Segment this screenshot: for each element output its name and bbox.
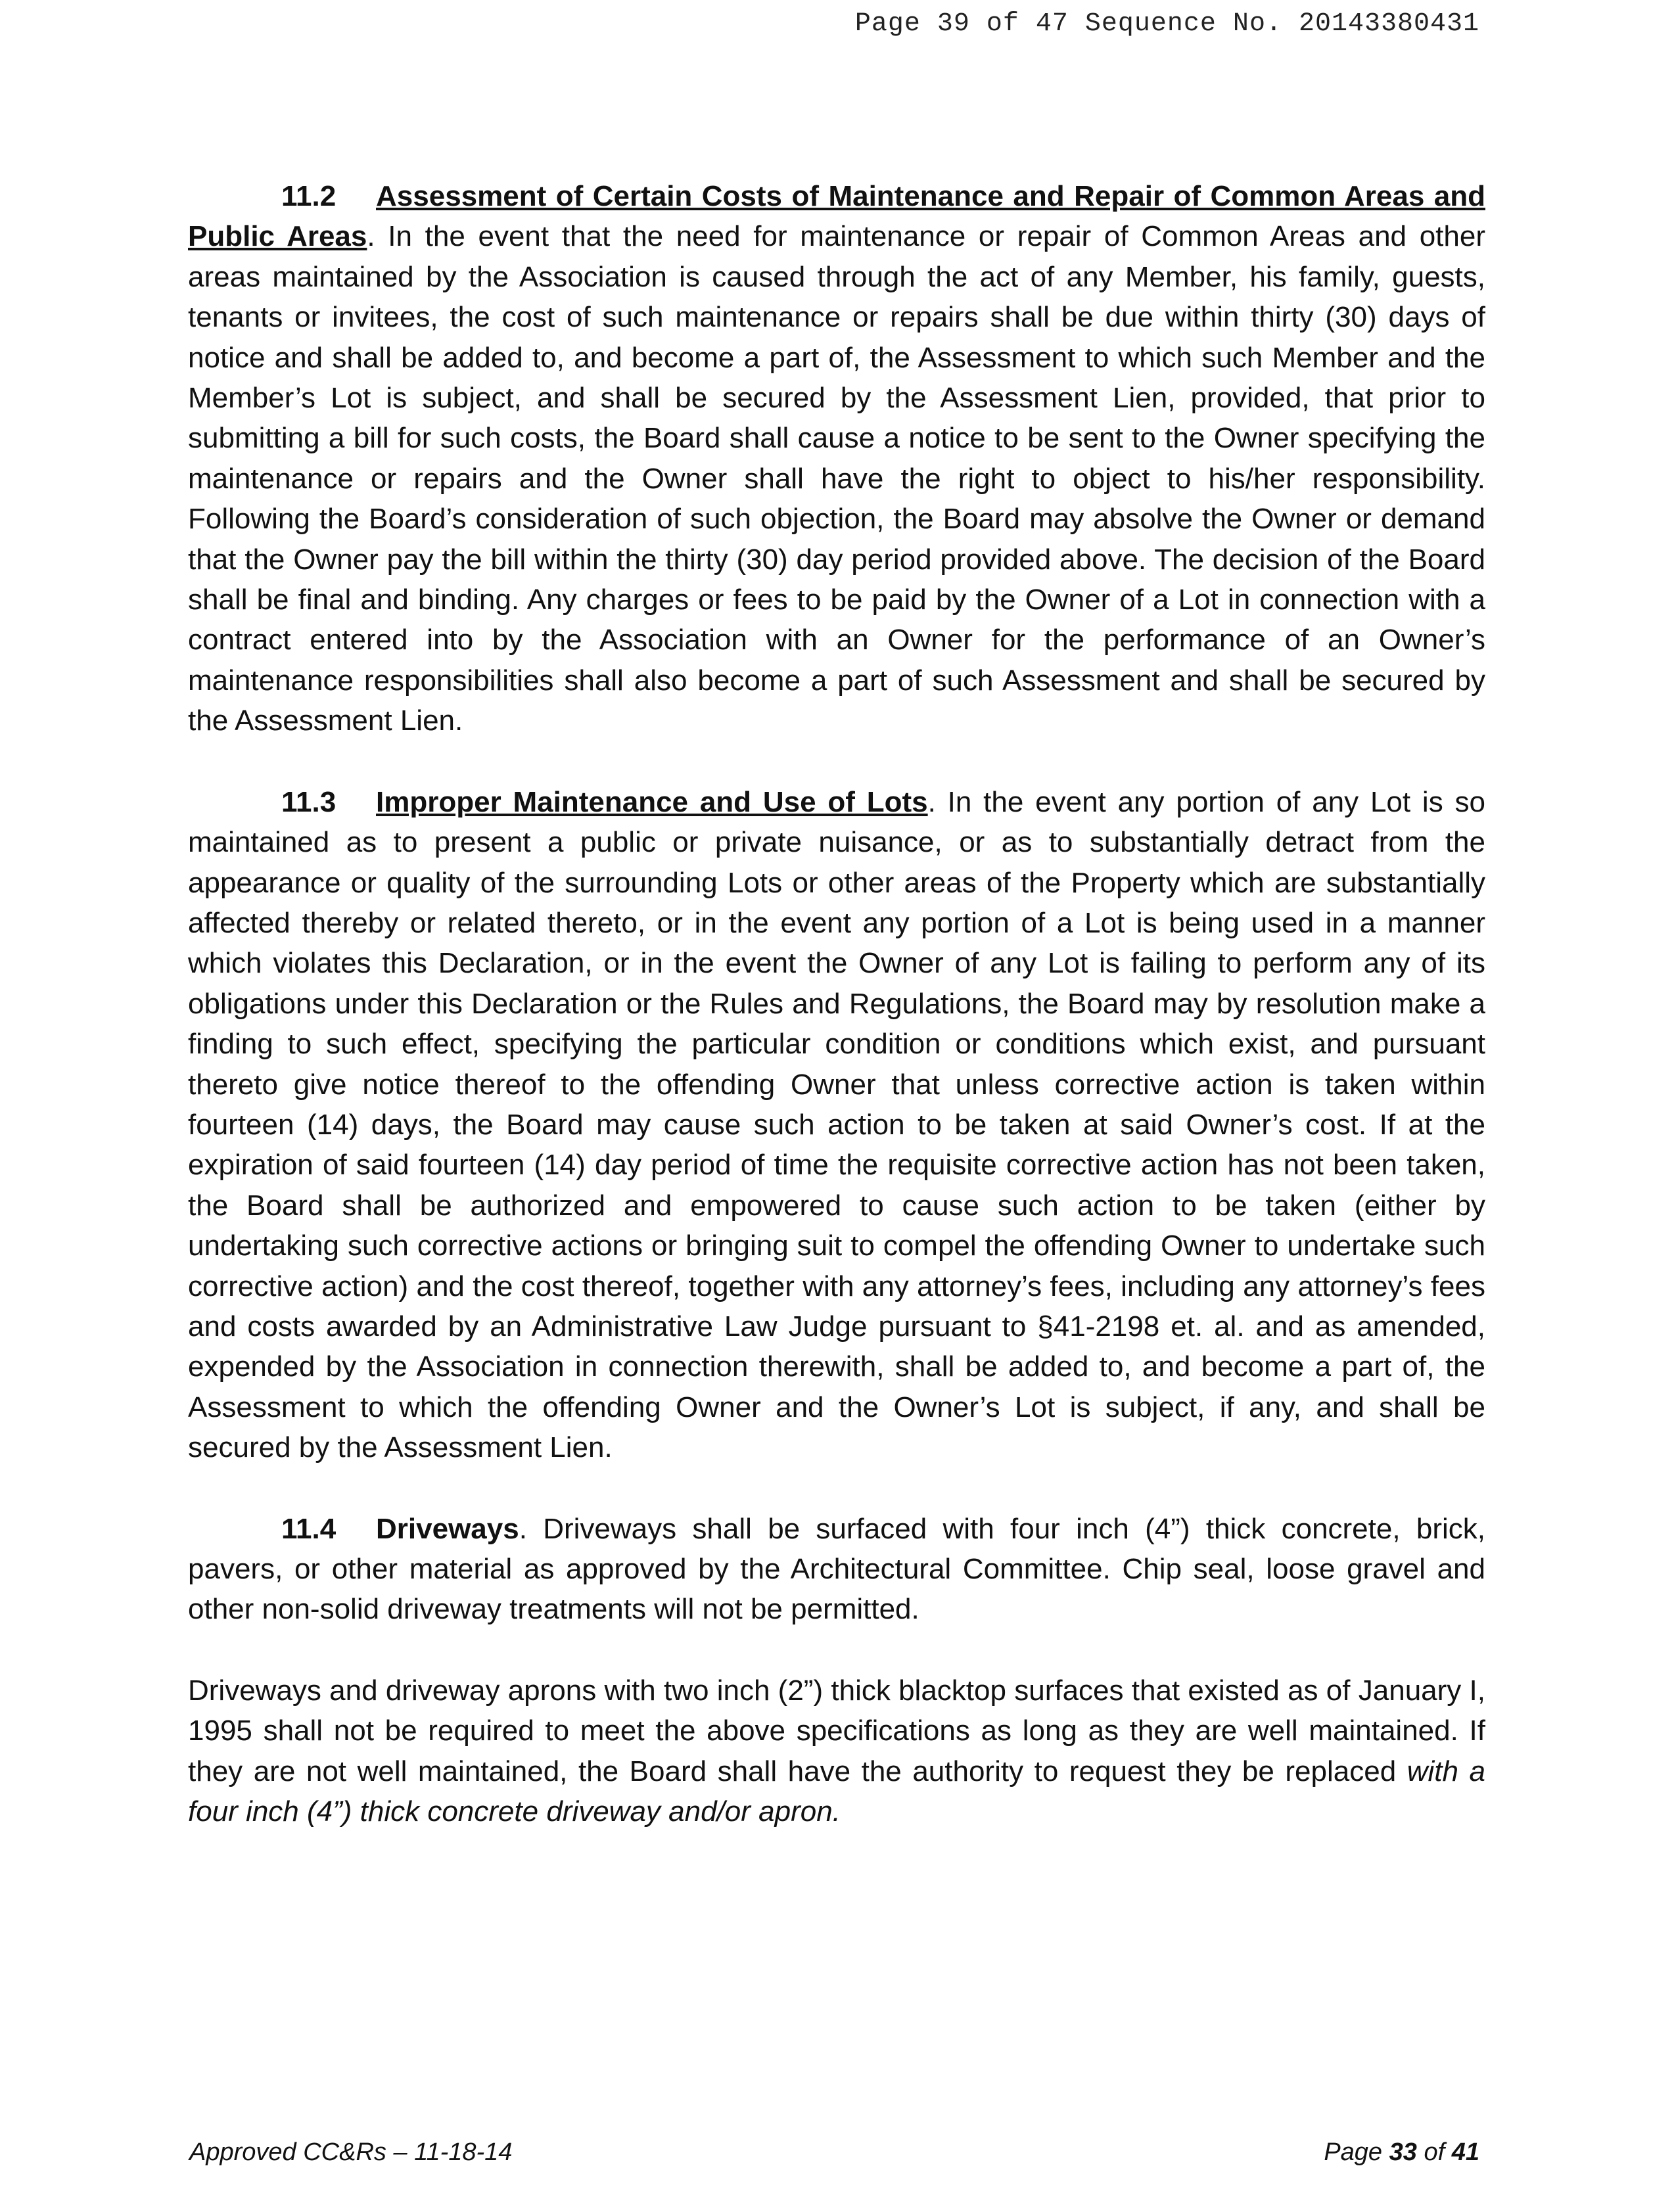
footer-document-label: Approved CC&Rs – 11-18-14	[189, 2138, 513, 2166]
section-11-3-paragraph	[188, 782, 1485, 1468]
driveway-apron-paragraph	[188, 1671, 1485, 1832]
section-text: . In the event that the need for maintenance or repair of Common Areas and other areas maintained by the Association is caused through the act of any Member, his family, guests, tenants or invitees, the cost of such maintenance or repairs shall be due within thirty (30) days of notice and shall be added to, and become a part of, the Assessment to which such Member and the Member’s Lot is subject, and shall be secured by the Assessment Lien, provided, that prior to submitting a bill for such costs, the Board shall cause a notice to be sent to the Owner specifying the maintenance or repairs and the Owner shall have the right to object to his/her responsibility. Following the Board’s consideration of such objection, the Board may absolve the Owner or demand that the Owner pay the bill within the thirty (30) day period provided above. The decision of the Board shall be final and binding. Any charges or fees to be paid by the Owner of a Lot in connection with a contract entered into by the Association with an Owner for the performance of an Owner’s maintenance responsibilities shall also become a part of such Assessment and shall be secured by the Assessment Lien.	[188, 220, 1485, 737]
section-heading: Assessment of Certain Costs of Maintenance and Repair of Common Areas and Public Areas	[188, 180, 1485, 253]
header-sequence-stamp: Page 39 of 47 Sequence No. 20143380431	[854, 9, 1479, 39]
section-number: 11.3	[281, 785, 337, 818]
section-11-3	[188, 782, 1485, 1468]
section-11-4-paragraph	[188, 1509, 1485, 1630]
document-body	[188, 176, 1485, 1832]
section-number: 11.4	[281, 1512, 337, 1545]
section-11-4	[188, 1509, 1485, 1630]
section-number: 11.2	[281, 180, 337, 212]
footer-total-pages: 41	[1451, 2138, 1479, 2166]
paragraph-spacer	[188, 1468, 1485, 1509]
paragraph-spacer	[188, 741, 1485, 782]
section-text: . In the event any portion of any Lot is so maintained as to present a public or private nuisance, or as to substantially detract from the appearance or quality of the surrounding Lots or other areas of the Property which are substantially affected thereby or related thereto, or in the event any portion of a Lot is being used in a manner which violates this Declaration, or in the event the Owner of any Lot is failing to perform any of its obligations under this Declaration or the Rules and Regulations, the Board may by resolution make a finding to such effect, specifying the particular condition or conditions which exist, and pursuant thereto give notice thereof to the offending Owner that unless corrective action is taken within fourteen (14) days, the Board may cause such action to be taken at said Owner’s cost. If at the expiration of said fourteen (14) day period of time the requisite corrective action has not been taken, the Board shall be authorized and empowered to cause such action to be taken (either by undertaking such corrective actions or bringing suit to compel the offending Owner to undertake such corrective action) and the cost thereof, together with any attorney’s fees, including any attorney’s fees and costs awarded by an Administrative Law Judge pursuant to §41-2198 et. al. and as amended, expended by the Association in connection therewith, shall be added to, and become a part of, the Assessment to which the offending Owner and the Owner’s Lot is subject, if any, and shall be secured by the Assessment Lien.	[188, 785, 1485, 1464]
section-11-2-paragraph	[188, 176, 1485, 741]
section-11-2	[188, 176, 1485, 741]
paragraph-text: Driveways and driveway aprons with two inch (2”) thick blacktop surfaces that existed as of January I, 1995 shall not be required to meet the above specifications as long as they are well maintained. If they are not well maintained, the Board shall have the authority to request they be replaced	[188, 1674, 1485, 1787]
paragraph-italic-text: with a four inch (4”) thick concrete driveway and/or apron.	[188, 1755, 1485, 1828]
footer-current-page: 33	[1389, 2138, 1417, 2166]
section-text: . Driveways shall be surfaced with four inch (4”) thick concrete, brick, pavers, or other material as approved by the Architectural Committee. Chip seal, loose gravel and other non-solid driveway treatments will not be permitted.	[188, 1512, 1485, 1626]
paragraph-spacer	[188, 1630, 1485, 1671]
section-heading: Driveways	[376, 1512, 519, 1545]
section-heading: Improper Maintenance and Use of Lots	[376, 785, 928, 818]
footer-page-number: Page 33 of 41	[1324, 2138, 1479, 2166]
